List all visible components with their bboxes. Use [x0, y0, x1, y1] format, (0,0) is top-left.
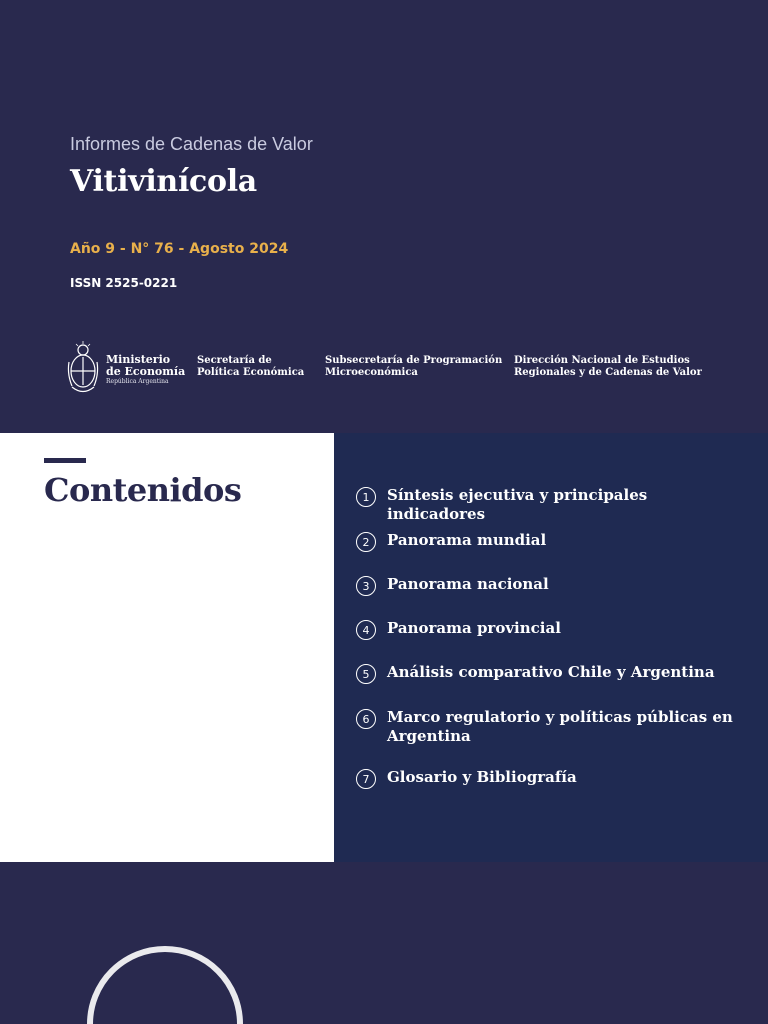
toc-item[interactable]	[356, 486, 756, 524]
toc-number-badge: 3	[356, 576, 376, 596]
toc-item-label: Panorama nacional	[387, 575, 549, 593]
toc-number-badge: 5	[356, 664, 376, 684]
toc-item-label: Glosario y Bibliografía	[387, 768, 577, 786]
cover-header	[0, 0, 768, 433]
toc-number-badge: 6	[356, 709, 376, 729]
toc-number-badge: 4	[356, 620, 376, 640]
contents-heading-panel	[0, 433, 334, 862]
coat-of-arms-icon	[66, 340, 100, 398]
next-section-preview	[0, 862, 768, 1024]
toc-item-label: Marco regulatorio y políticas públicas en Argentina	[387, 708, 733, 745]
issue-info: Año 9 - N° 76 - Agosto 2024	[70, 241, 289, 257]
toc-number-badge: 2	[356, 532, 376, 552]
toc-item[interactable]	[356, 663, 756, 684]
toc-item-label: Panorama provincial	[387, 619, 561, 637]
section-ring-graphic	[0, 862, 768, 1024]
toc-number-badge: 1	[356, 487, 376, 507]
toc-item[interactable]	[356, 575, 756, 596]
direccion-label: Dirección Nacional de Estudios Regionales y de Cadenas de Valor	[514, 355, 702, 378]
issn: ISSN 2525-0221	[70, 276, 178, 290]
toc-item[interactable]	[356, 708, 756, 746]
toc-item-label: Panorama mundial	[387, 531, 547, 549]
subsecretaria-label: Subsecretaría de Programación Microeconómica	[325, 355, 503, 378]
contents-title: Contenidos	[44, 471, 242, 509]
toc-item[interactable]	[356, 619, 756, 640]
toc-item-label: Síntesis ejecutiva y principales indicadores	[387, 486, 648, 523]
institution-logos	[66, 340, 746, 398]
toc-item[interactable]	[356, 768, 756, 789]
ministry-name: Ministerio de Economía República Argentina	[106, 353, 186, 385]
heading-accent-bar	[44, 458, 86, 463]
toc-item-label: Análisis comparativo Chile y Argentina	[387, 663, 715, 681]
secretaria-label: Secretaría de Política Económica	[197, 355, 305, 378]
table-of-contents	[334, 433, 768, 865]
report-title: Vitivinícola	[70, 164, 257, 199]
toc-item[interactable]	[356, 531, 756, 552]
toc-number-badge: 7	[356, 769, 376, 789]
report-series: Informes de Cadenas de Valor	[70, 134, 313, 154]
